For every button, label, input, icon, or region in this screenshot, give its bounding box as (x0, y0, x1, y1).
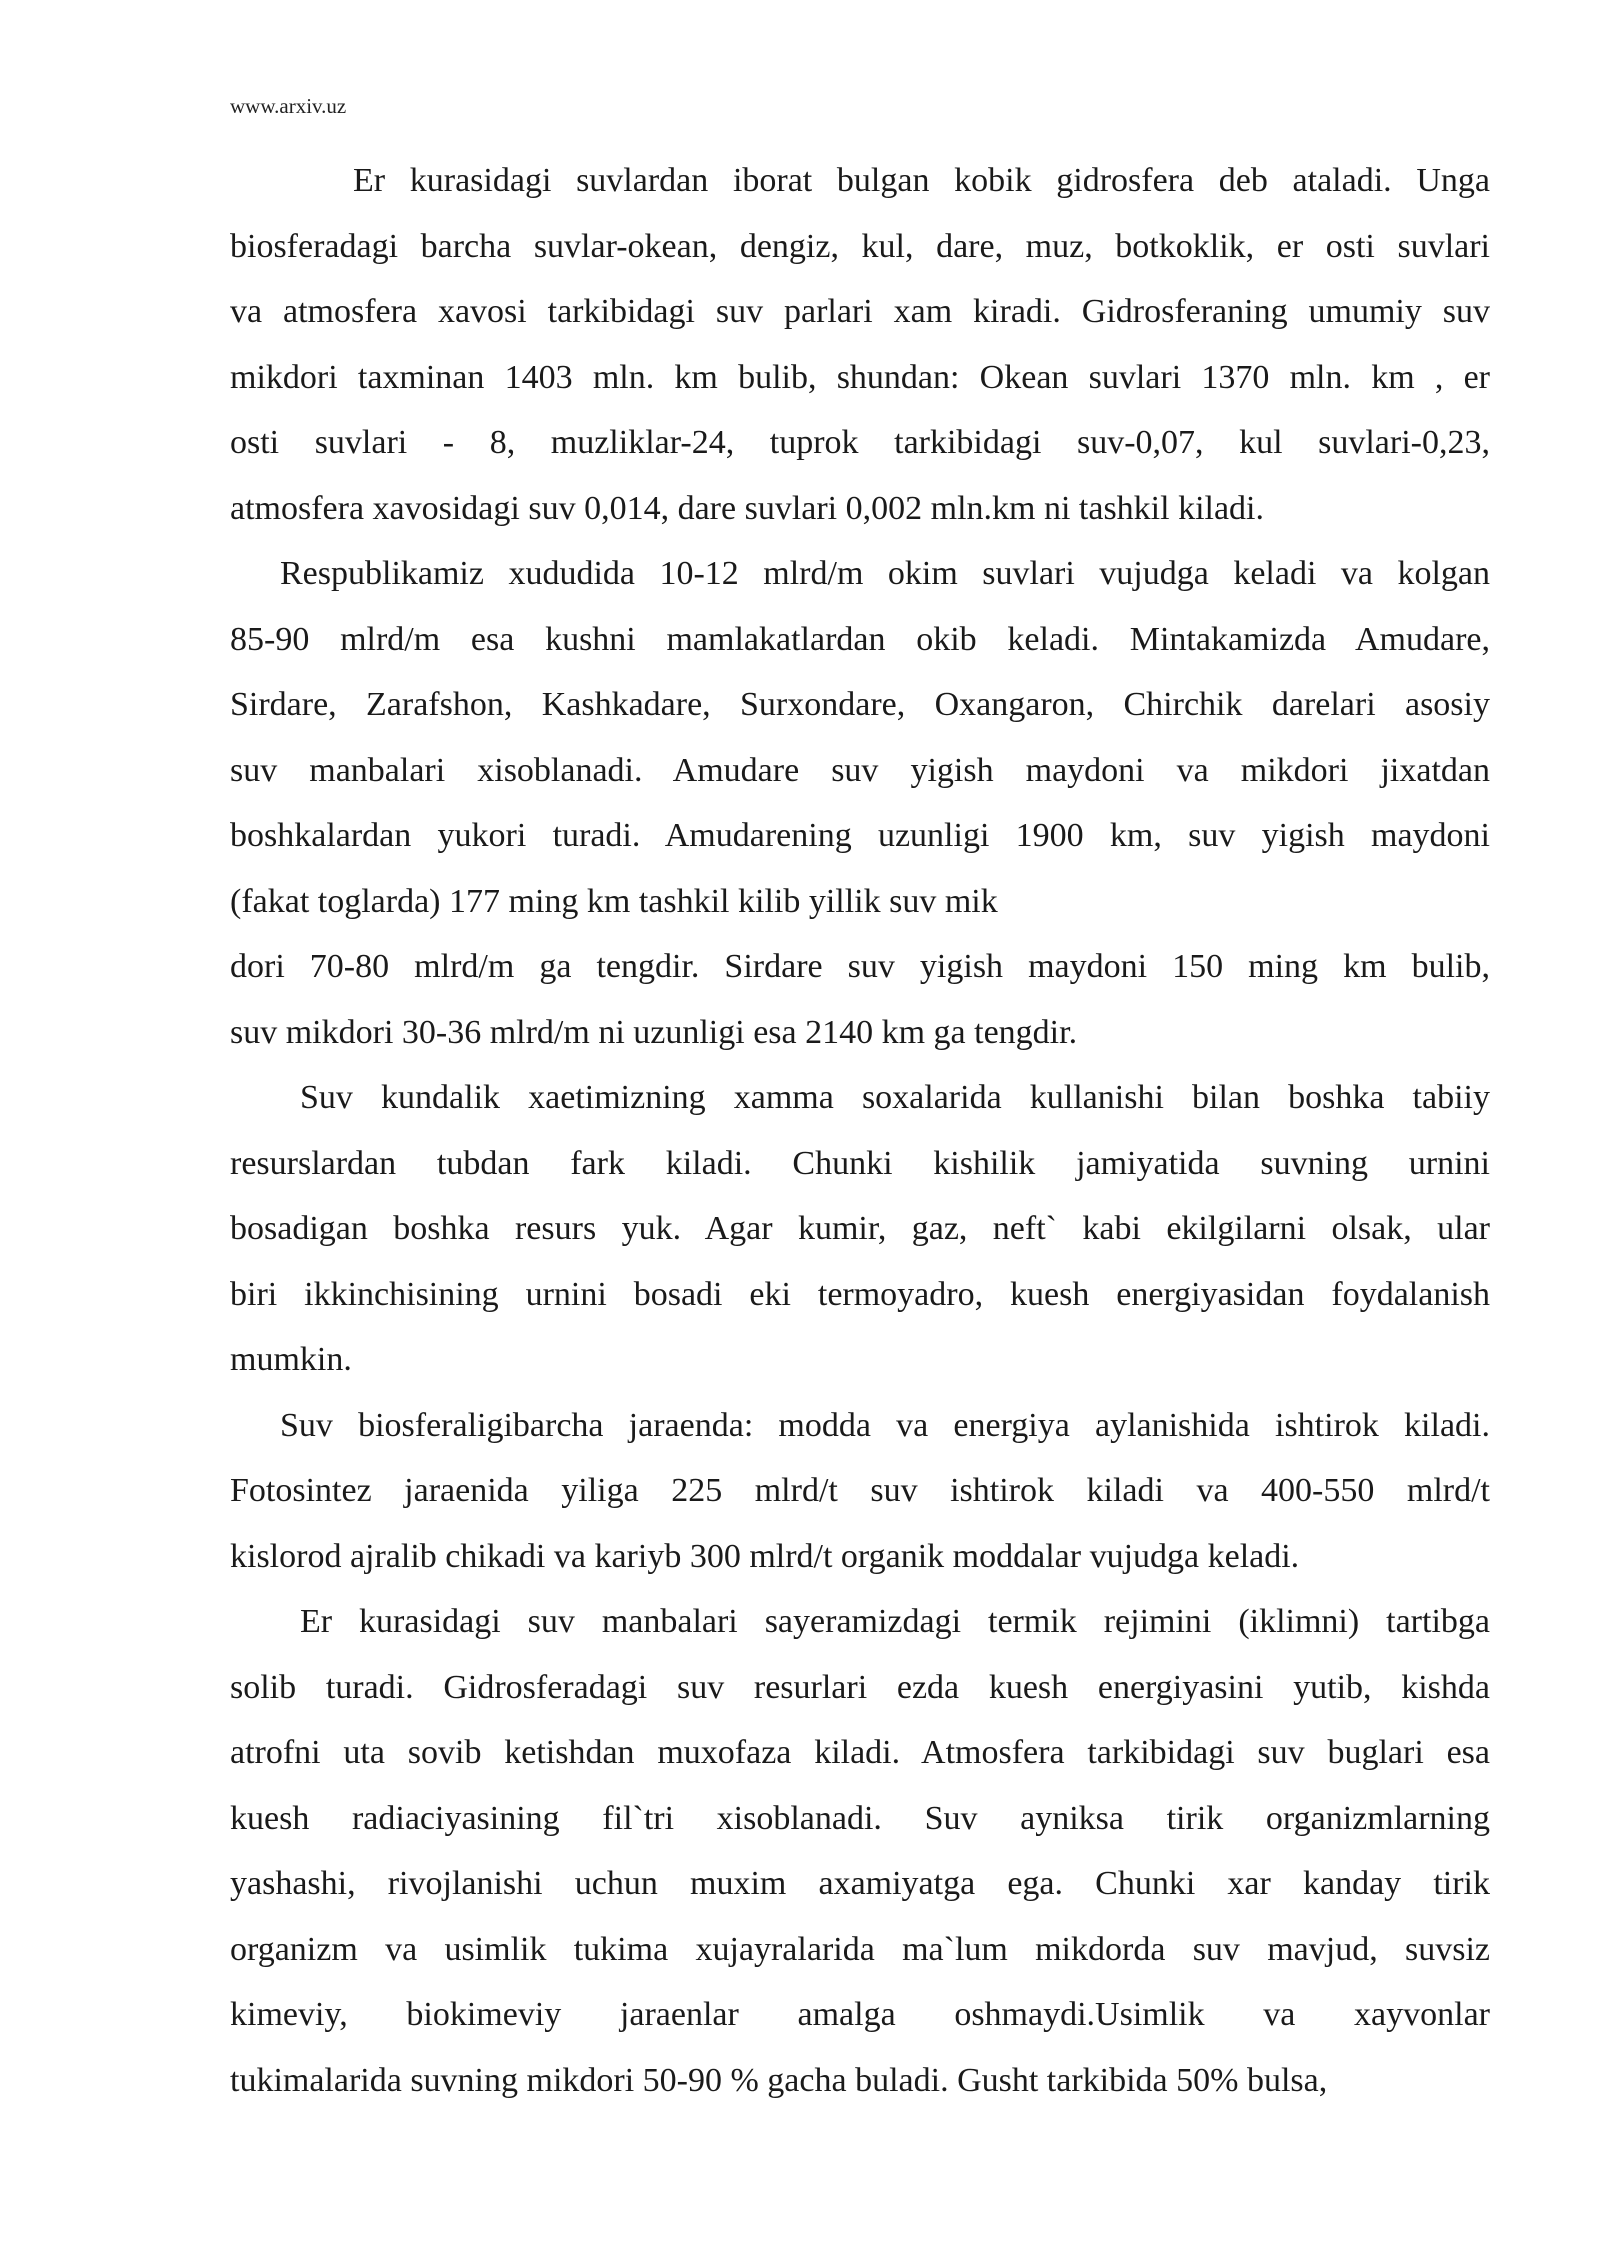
text-line: Suv kundalik xaetimizning xamma soxalarida kullanishi bilan boshka tabiiy (300, 1079, 1490, 1116)
text-line: (fakat toglarda) 177 ming km tashkil kilib yillik suv mik (230, 882, 998, 920)
text-line: kuesh radiaciyasining fil`tri xisoblanadi. Suv ayniksa tirik organizmlarning (230, 1799, 1490, 1837)
text-line: mumkin. (230, 1341, 352, 1378)
text-line: kimeviy, biokimeviy jaraenlar amalga oshmaydi.Usimlik va xayvonlar (230, 1996, 1490, 2033)
paragraph (230, 148, 1490, 541)
text-line: Respublikamiz xududida 10-12 mlrd/m okim suvlari vujudga keladi va kolgan (280, 555, 1490, 592)
text-line: Er kurasidagi suv manbalari sayeramizdagi termik rejimini (iklimni) tartibga (300, 1603, 1490, 1640)
text-line: bosadigan boshka resurs yuk. Agar kumir, gaz, neft` kabi ekilgilarni olsak, ular (230, 1210, 1490, 1247)
text-line: suv mikdori 30-36 mlrd/m ni uzunligi esa 2140 km ga tengdir. (230, 1013, 1078, 1051)
text-line: osti suvlari - 8, muzliklar-24, tuprok tarkibidagi suv-0,07, kul suvlari-0,23, (230, 424, 1490, 461)
text-line: suv manbalari xisoblanadi. Amudare suv yigish maydoni va mikdori jixatdan (230, 751, 1490, 789)
text-line: mikdori taxminan 1403 mln. km bulib, shundan: Okean suvlari 1370 mln. km , er (230, 358, 1490, 396)
text-line: biri ikkinchisining urnini bosadi eki termoyadro, kuesh energiyasidan foydalanish (230, 1275, 1490, 1313)
text-line: Suv biosferaligibarcha jaraenda: modda va energiya aylanishida ishtirok kiladi. (280, 1406, 1490, 1444)
text-line: dori 70-80 mlrd/m ga tengdir. Sirdare suv yigish maydoni 150 ming km bulib, (230, 948, 1490, 985)
text-line: Er kurasidagi suvlardan iborat bulgan kobik gidrosfera deb ataladi. Unga (353, 162, 1490, 199)
paragraph (230, 1393, 1490, 1590)
text-line: kislorod ajralib chikadi va kariyb 300 mlrd/t organik moddalar vujudga keladi. (230, 1537, 1300, 1575)
text-line: Fotosintez jaraenida yiliga 225 mlrd/t suv ishtirok kiladi va 400-550 mlrd/t (230, 1472, 1490, 1509)
text-line: resurslardan tubdan fark kiladi. Chunki kishilik jamiyatida suvning urnini (230, 1144, 1490, 1182)
text-line: va atmosfera xavosi tarkibidagi suv parlari xam kiradi. Gidrosferaning umumiy suv (230, 293, 1490, 330)
document-body (230, 148, 1490, 2113)
text-line: boshkalardan yukori turadi. Amudarening uzunligi 1900 km, suv yigish maydoni (230, 817, 1490, 854)
text-line: atmosfera xavosidagi suv 0,014, dare suvlari 0,002 mln.km ni tashkil kiladi. (230, 489, 1264, 527)
text-line: tukimalarida suvning mikdori 50-90 % gacha buladi. Gusht tarkibida 50% bulsa, (230, 2061, 1328, 2099)
text-line: yashashi, rivojlanishi uchun muxim axamiyatga ega. Chunki xar kanday tirik (230, 1865, 1490, 1902)
paragraph (230, 541, 1490, 1065)
text-line: Sirdare, Zarafshon, Kashkadare, Surxondare, Oxangaron, Chirchik darelari asosiy (230, 686, 1490, 723)
paragraph (230, 1589, 1490, 2113)
text-line: solib turadi. Gidrosferadagi suv resurlari ezda kuesh energiyasini yutib, kishda (230, 1668, 1490, 1706)
text-line: biosferadagi barcha suvlar-okean, dengiz, kul, dare, muz, botkoklik, er osti suvlari (230, 227, 1490, 265)
text-line: atrofni uta sovib ketishdan muxofaza kiladi. Atmosfera tarkibidagi suv buglari esa (230, 1734, 1490, 1771)
site-header: www.arxiv.uz (230, 94, 347, 118)
text-line: organizm va usimlik tukima xujayralarida ma`lum mikdorda suv mavjud, suvsiz (230, 1930, 1490, 1968)
paragraph (230, 1065, 1490, 1393)
text-line: 85-90 mlrd/m esa kushni mamlakatlardan okib keladi. Mintakamizda Amudare, (230, 620, 1490, 658)
